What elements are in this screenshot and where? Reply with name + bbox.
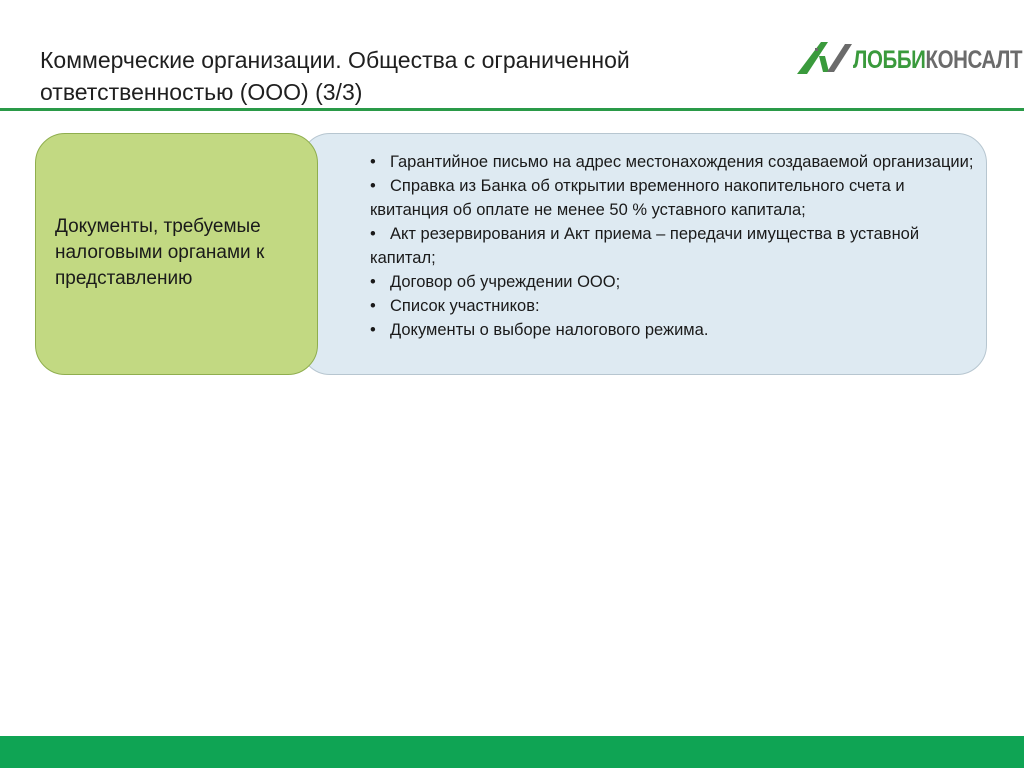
documents-list bbox=[370, 150, 980, 342]
lc-logo-mark-icon bbox=[795, 38, 853, 78]
list-item: • Документы о выборе налогового режима. bbox=[370, 318, 980, 342]
slide-title: Коммерческие организации. Общества с ограниченной ответственностью (ООО) (3/3) bbox=[40, 47, 630, 105]
bullet-icon: • bbox=[370, 177, 376, 195]
list-item: • Гарантийное письмо на адрес местонахождения создаваемой организации; bbox=[370, 150, 980, 174]
logo-text bbox=[853, 47, 1022, 73]
company-logo bbox=[795, 38, 1023, 78]
bullet-icon: • bbox=[370, 225, 376, 243]
list-item: • Список участников: bbox=[370, 294, 980, 318]
footer-bar bbox=[0, 736, 1024, 768]
list-item: • Договор об учреждении ООО; bbox=[370, 270, 980, 294]
logo-text-part2: КОНСАЛТ bbox=[925, 46, 1023, 74]
bullet-icon: • bbox=[370, 321, 376, 339]
logo-text-part1: ЛОББИ bbox=[853, 46, 926, 74]
list-item: • Справка из Банка об открытии временного накопительного счета и квитанция об оплате не менее 50 % уставного капитала; bbox=[370, 174, 980, 222]
bullet-icon: • bbox=[370, 153, 376, 171]
bullet-icon: • bbox=[370, 273, 376, 291]
category-label: Документы, требуемые налоговыми органами к представлению bbox=[55, 216, 265, 289]
header-divider bbox=[0, 108, 1024, 111]
bullet-icon: • bbox=[370, 297, 376, 315]
list-item: • Акт резервирования и Акт приема – передачи имущества в уставной капитал; bbox=[370, 222, 980, 270]
